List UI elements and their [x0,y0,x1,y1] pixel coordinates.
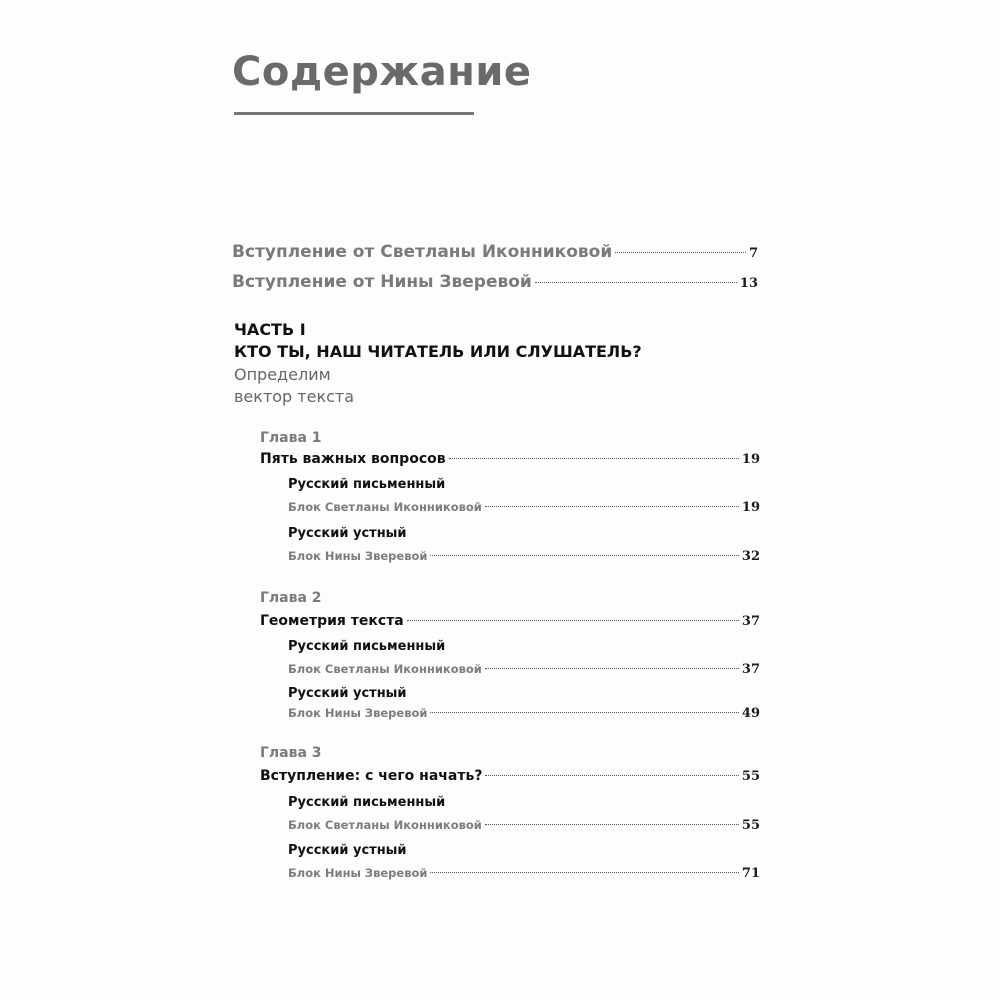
dot-leader [485,824,739,825]
dot-leader [430,712,738,713]
dot-leader [449,458,739,459]
part-subtitle-line2: вектор текста [234,387,355,406]
dot-leader [407,620,739,621]
toc-entry-section [288,500,760,515]
dot-leader [430,555,738,556]
toc-page-number: 13 [739,276,758,291]
section-heading: Русский устный [288,843,407,858]
toc-entry-label: Вступление от Нины Зверевой [232,272,532,292]
toc-entry-intro-ikonnikova [232,242,758,262]
toc-entry-chapter [260,451,760,467]
section-block-label: Блок Нины Зверевой [288,706,428,720]
toc-entry-section [288,706,760,721]
chapter-number: Глава 3 [260,745,322,761]
toc-page-number: 7 [748,246,758,261]
dot-leader [535,282,737,283]
toc-entry-section [288,818,760,833]
toc-entry-intro-zvereva [232,272,758,292]
chapter-number: Глава 2 [260,590,322,606]
chapter-title: Пять важных вопросов [260,451,446,467]
toc-page-number: 71 [741,866,760,881]
section-block-label: Блок Светланы Иконниковой [288,500,482,514]
dot-leader [615,252,746,253]
toc-entry-chapter [260,613,760,629]
part-label: ЧАСТЬ I [234,320,306,339]
part-title: КТО ТЫ, НАШ ЧИТАТЕЛЬ ИЛИ СЛУШАТЕЛЬ? [234,342,642,361]
dot-leader [485,668,739,669]
dot-leader [485,775,738,776]
chapter-number: Глава 1 [260,430,322,446]
section-heading: Русский письменный [288,639,446,654]
chapter-title: Геометрия текста [260,613,404,629]
page-title: Содержание [232,49,532,95]
toc-page-number: 55 [741,769,760,784]
section-block-label: Блок Светланы Иконниковой [288,818,482,832]
toc-entry-label: Вступление от Светланы Иконниковой [232,242,613,262]
toc-page-number: 37 [741,662,760,677]
part-subtitle-line1: Определим [234,365,331,384]
toc-page-number: 55 [741,818,760,833]
section-heading: Русский письменный [288,477,446,492]
toc-page-number: 19 [741,452,760,467]
section-block-label: Блок Светланы Иконниковой [288,662,482,676]
toc-page-number: 32 [741,549,760,564]
section-block-label: Блок Нины Зверевой [288,549,428,563]
toc-entry-section [288,866,760,881]
section-heading: Русский устный [288,686,407,701]
title-underline [234,112,474,115]
section-heading: Русский письменный [288,795,446,810]
toc-entry-section [288,662,760,677]
toc-page-number: 37 [741,614,760,629]
toc-entry-chapter [260,768,760,784]
chapter-title: Вступление: с чего начать? [260,768,483,784]
toc-page-number: 49 [741,706,760,721]
dot-leader [485,506,739,507]
toc-entry-section [288,549,760,564]
dot-leader [430,872,738,873]
section-heading: Русский устный [288,526,407,541]
toc-page-number: 19 [741,500,760,515]
section-block-label: Блок Нины Зверевой [288,866,428,880]
